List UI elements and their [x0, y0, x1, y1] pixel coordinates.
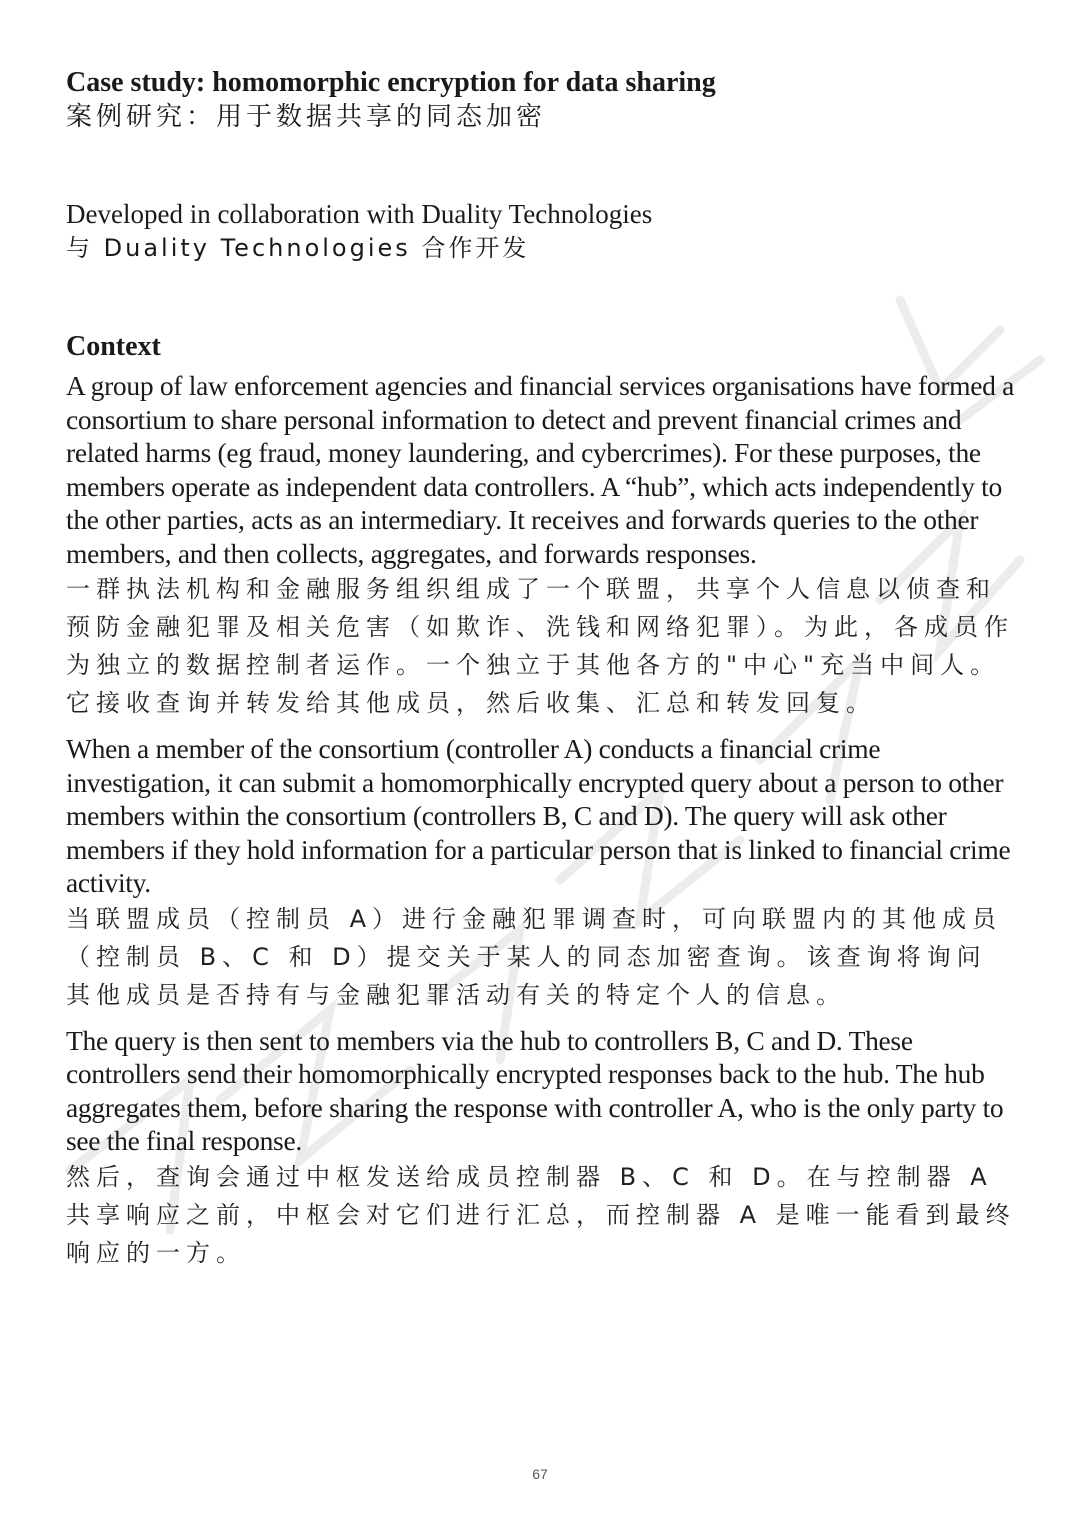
credit-block: [66, 197, 1016, 265]
title-chinese: 案例研究：用于数据共享的同态加密: [66, 102, 547, 132]
credit-english: Developed in collaboration with Duality Technologies: [66, 199, 653, 229]
paragraph-2-chinese: 当联盟成员（控制员 A）进行金融犯罪调查时，可向联盟内的其他成员（控制员 B、C 和 D）提交关于某人的同态加密查询。该查询将询问其他成员是否持有与金融犯罪活动有关的特定个人的信息。: [66, 904, 1003, 1009]
credit-chinese: 与 Duality Technologies 合作开发: [66, 234, 530, 262]
title-english: Case study: homomorphic encryption for data sharing: [66, 67, 716, 98]
paragraph-2-english: When a member of the consortium (controller A) conducts a financial crime investigation, it can submit a homomorphically encrypted query about a person to other members within the consortium (controllers B, C and D). The query will ask other members if they hold information for a particular person that is linked to financial crime activity.: [66, 733, 1011, 898]
paragraph-3-chinese: 然后，查询会通过中枢发送给成员控制器 B、C 和 D。在与控制器 A 共享响应之前，中枢会对它们进行汇总，而控制器 A 是唯一能看到最终响应的一方。: [66, 1162, 1016, 1267]
page-number: 67: [532, 1466, 548, 1482]
paragraph-3-english: The query is then sent to members via the hub to controllers B, C and D. These controllers send their homomorphically encrypted responses back to the hub. The hub aggregates them, before sharing the response with controller A, who is the only party to see the final response.: [66, 1024, 1004, 1156]
paragraph-1-english: A group of law enforcement agencies and financial services organisations have formed a consortium to share personal information to detect and prevent financial crimes and related harms (eg fraud, money laundering, and cybercrimes). For these purposes, the members operate as independent data controllers. A “hub”, which acts independently to the other parties, acts as an intermediary. It receives and forwards queries to the other members, and then collects, aggregates, and forwards responses.: [66, 370, 1015, 569]
main-content: [66, 66, 1016, 1282]
paragraph-1-chinese: 一群执法机构和金融服务组织组成了一个联盟，共享个人信息以侦查和预防金融犯罪及相关危害（如欺诈、洗钱和网络犯罪）。为此，各成员作为独立的数据控制者运作。一个独立于其他各方的"中心"充当中间人。它接收查询并转发给其他成员，然后收集、汇总和转发回复。: [66, 575, 1014, 717]
section-heading-context: Context: [66, 331, 161, 362]
